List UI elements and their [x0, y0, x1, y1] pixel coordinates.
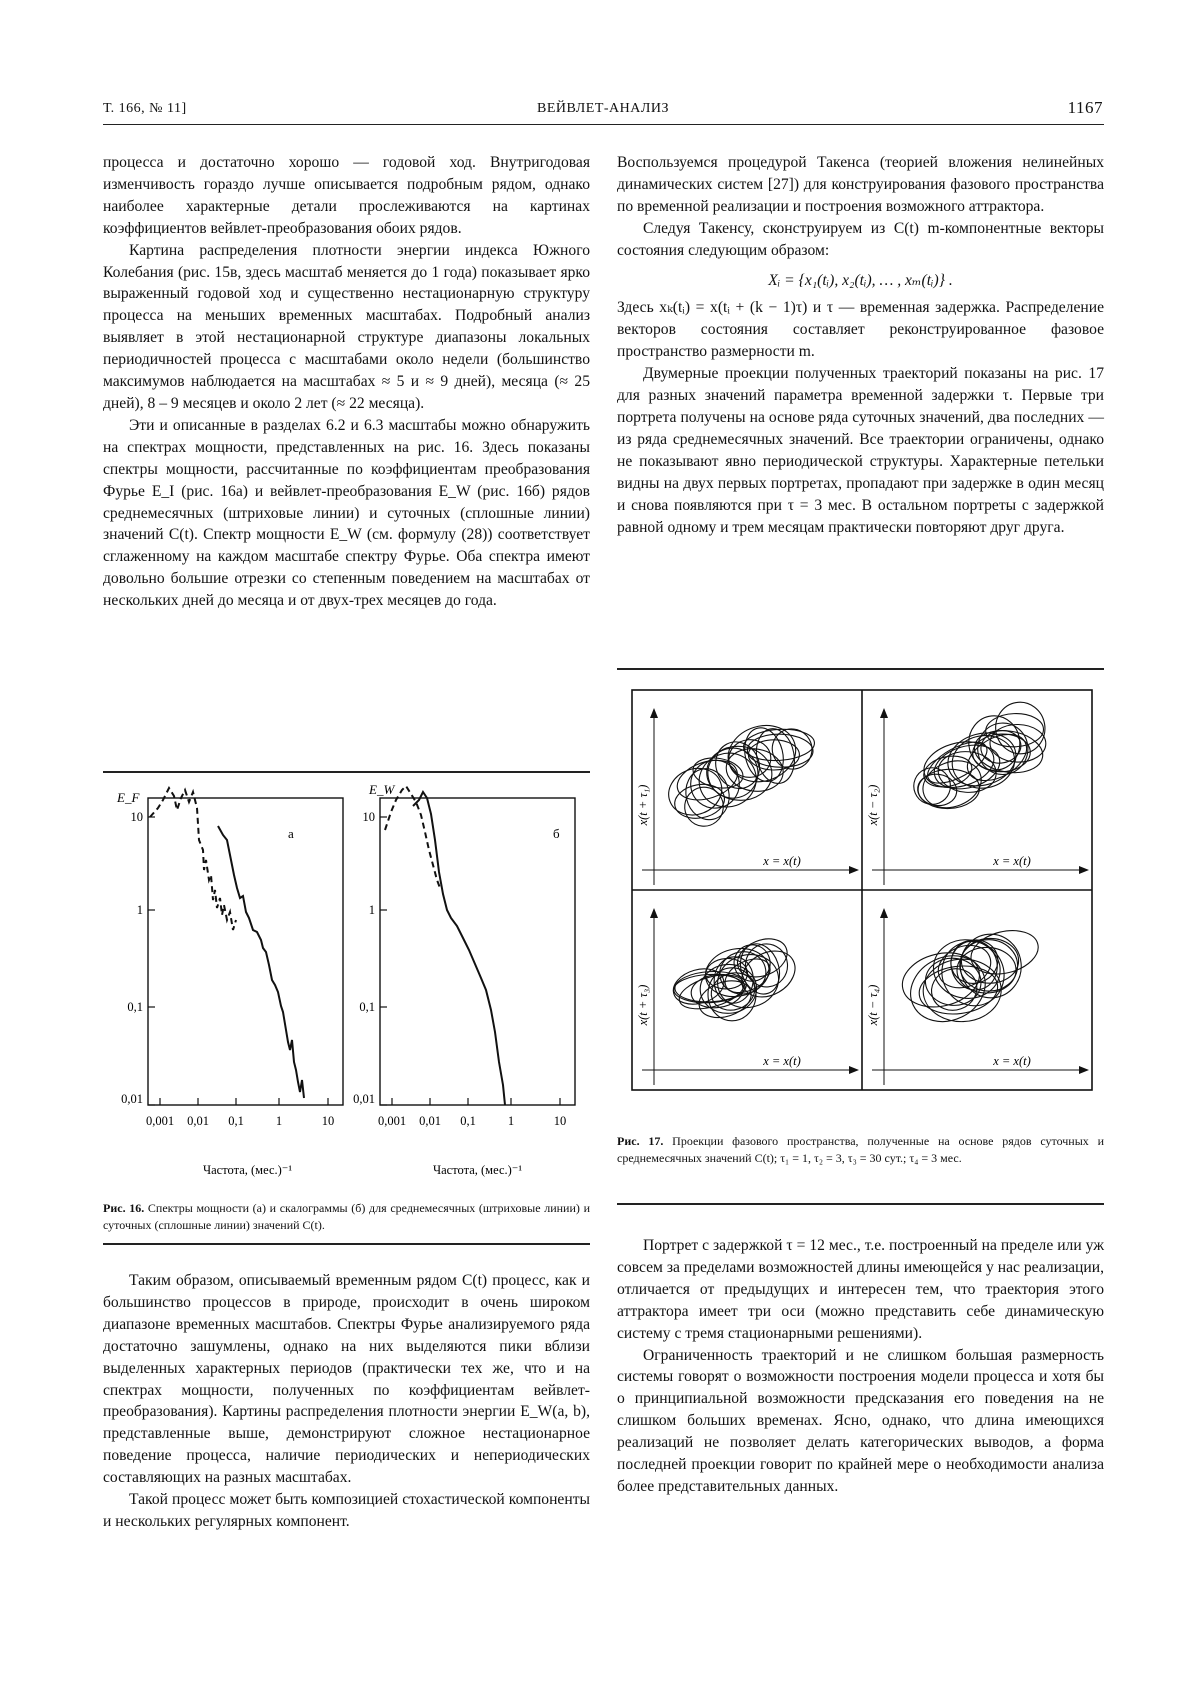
paragraph: Портрет с задержкой τ = 12 мес., т.е. построенный на пределе или уж совсем за пределами возможностей длины имеющейся у нас реализации, отличается от предыдущих и интересен тем, что траектория этого аттрактора имеет три оси (можно представить себе динамическую систему с тремя стационарными решениями).: [617, 1237, 1104, 1342]
paragraph: Такой процесс может быть композицией стохастической компоненты и нескольких регулярных компонент.: [103, 1491, 590, 1530]
plot-frame: [380, 798, 575, 1105]
x-tick-label: 0,01: [187, 1114, 209, 1128]
journal-volume: Т. 166, № 11]: [103, 101, 187, 116]
trajectory-loop: [704, 744, 774, 803]
trajectory-loop: [923, 956, 983, 1009]
right-column-bottom: [617, 1235, 1104, 1498]
header-rule: [103, 124, 1104, 125]
paragraph: Двумерные проекции полученных траекторий показаны на рис. 17 для разных значений параметра временной задержки τ. Первые три портрета получены на основе ряда суточных значений, два последних — из ряда среднемесячных значений. Все траектории ограничены, однако не показывают явно периодической структуры. Характерные петельки видны на двух первых портретах, пропадают при задержке в один месяц и снова появляются при τ = 3 мес. В остальном портреты с задержкой равной одному и трем месяцам практически повторяют друг друга.: [617, 365, 1104, 536]
series-daily-solid: [218, 826, 304, 1098]
paragraph: процесса и достаточно хорошо — годовой ход. Внутригодовая изменчивость гораздо лучше описывается подробным рядом, однако наиболее характерные детали прослеживаются на картинах коэффициентов вейвлет-преобразования обоих рядов.: [103, 154, 590, 237]
phase-portrait-panel: [866, 908, 1089, 1085]
running-header: [103, 98, 1103, 123]
x-axis-label: x = x(t): [763, 854, 801, 868]
y-tick-label: 1: [368, 903, 375, 917]
panel-tag: б: [553, 826, 560, 841]
x-axis-arrow: [1079, 1066, 1089, 1074]
figure-16-panel-a: [116, 788, 343, 1177]
phase-portrait-panel: [636, 908, 859, 1085]
left-column-top: [103, 152, 590, 612]
article-title: ВЕЙВЛЕТ-АНАЛИЗ: [536, 101, 669, 116]
x-axis-arrow: [849, 1066, 859, 1074]
trajectory-loop: [985, 712, 1044, 748]
x-axis-label: x = x(t): [993, 1054, 1031, 1068]
x-tick-label: 10: [321, 1114, 335, 1128]
page-number: 1167: [1067, 98, 1103, 117]
right-column-top: [617, 152, 1104, 538]
trajectory-loop: [743, 727, 816, 763]
y-axis-label: x(t + τ₁): [636, 784, 650, 826]
figure-16-panel-b: [353, 782, 575, 1177]
figure-rule: [103, 1243, 590, 1245]
y-tick-label: 0,1: [127, 1000, 143, 1014]
figure-17-caption: [617, 1133, 1104, 1167]
y-tick-label: 0,01: [121, 1092, 143, 1106]
y-axis-arrow: [650, 708, 658, 718]
y-axis-label: x(t − τ₄): [866, 984, 880, 1026]
trajectory-loop: [744, 942, 790, 989]
y-axis-label: x(t − τ₂): [866, 784, 880, 826]
y-axis-label: x(t + τ₃): [636, 984, 650, 1026]
trajectory-loop: [689, 972, 745, 1011]
figure-rule: [617, 1203, 1104, 1205]
paragraph: Картина распределения плотности энергии индекса Южного Колебания (рис. 15в, здесь масштаб меняется до 1 года) показывает ярко выраженный годовой ход и существенно нестационарную структуру процесса на меньших временных масштабах. Подробный анализ выявляет в этой нестационарной структуре диапазоны локальных периодичностей процесса с масштабами около недели (большинство максимумов наблюдается на масштабах ≈ 5 и ≈ 9 дней), месяца (≈ 25 дней), 8 – 9 месяцев и около 2 лет (≈ 22 месяца).: [103, 241, 590, 412]
x-axis-arrow: [1079, 866, 1089, 874]
y-tick-label: 10: [362, 810, 375, 824]
figure-17: [617, 680, 1104, 1100]
paragraph: Эти и описанные в разделах 6.2 и 6.3 масштабы можно обнаружить на спектрах мощности, представленных на рис. 16. Здесь показаны спектры мощности, рассчитанные по коэффициентам преобразования Фурье E_I (рис. 16а) и вейвлет-преобразования E_W (рис. 16б) рядов среднемесячных (штриховые линии) и суточных (сплошные линии) значений C(t). Спектр мощности E_W (см. формулу (28)) соответствует сглаженному на каждом масштабе спектру Фурье. Оба спектра имеют довольно большие отрезки со степенным поведением на масштабах от нескольких дней до месяца и от двух-трех месяцев до года.: [103, 416, 590, 610]
x-axis-arrow: [849, 866, 859, 874]
figure-16-caption: [103, 1200, 590, 1234]
figure-rule: [103, 771, 590, 773]
caption-label: Рис. 16.: [103, 1201, 145, 1215]
paragraph: Здесь xₖ(tᵢ) = x(tᵢ + (k − 1)τ) и τ — временная задержка. Распределение векторов состояния составляет реконструированное фазовое пространство размерности m.: [617, 299, 1104, 361]
x-axis-label: x = x(t): [993, 854, 1031, 868]
x-tick-label: 0,1: [228, 1114, 244, 1128]
y-axis-arrow: [880, 708, 888, 718]
y-tick-label: 1: [136, 903, 143, 917]
figure-16: [103, 780, 593, 1190]
phase-portrait-panel: [866, 699, 1089, 885]
series-monthly-dashed: [150, 788, 236, 930]
left-column-bottom: [103, 1270, 590, 1533]
plot-frame: [148, 798, 343, 1105]
trajectory-loop: [916, 772, 959, 808]
x-tick-label: 10: [553, 1114, 567, 1128]
x-tick-label: 0,001: [377, 1114, 407, 1128]
caption-text: Проекции фазового пространства, полученные на основе рядов суточных и среднемесячных значений C(t); τ₁ = 1, τ₂ = 3, τ₃ = 30 сут.; τ₄ = 3 мес.: [617, 1134, 1104, 1165]
x-axis-label: x = x(t): [763, 1054, 801, 1068]
state-vector-formula: Xᵢ = {x₁(tᵢ), x₂(tᵢ), … , xₘ(tᵢ)} .: [768, 271, 953, 289]
x-tick-label: 0,001: [145, 1114, 175, 1128]
panel-tag: а: [288, 826, 294, 841]
y-axis-label: E_F: [117, 790, 140, 805]
caption-label: Рис. 17.: [617, 1134, 664, 1148]
y-tick-label: 10: [130, 810, 143, 824]
y-tick-label: 0,01: [353, 1092, 375, 1106]
x-tick-label: 1: [275, 1114, 283, 1128]
caption-text: Спектры мощности (а) и скалограммы (б) для среднемесячных (штриховые линии) и суточных (сплошные линии) значений C(t).: [103, 1201, 590, 1232]
y-axis-arrow: [650, 908, 658, 918]
phase-portrait-panel: [636, 708, 859, 885]
x-tick-label: 0,1: [460, 1114, 476, 1128]
x-axis-label: Частота, (мес.)⁻¹: [433, 1163, 523, 1177]
x-tick-label: 1: [507, 1114, 515, 1128]
series-monthly-dashed: [385, 786, 440, 888]
paragraph: Следуя Такенсу, сконструируем из C(t) m-компонентные векторы состояния следующим образом:: [617, 219, 1104, 259]
y-axis-label: E_W: [369, 782, 395, 797]
paragraph: Ограниченность траекторий и не слишком большая размерность системы говорят о возможности построения модели процесса и хотя бы о принципиальной возможности предсказания его поведения на не слишком больших временах. Ясно, однако, что длина имеющихся реализаций не позволяет делать категорических выводов, а форма последней проекции говорит по крайней мере о необходимости анализа более представительных данных.: [617, 1346, 1104, 1495]
x-axis-label: Частота, (мес.)⁻¹: [203, 1163, 293, 1177]
figure-rule: [617, 668, 1104, 670]
y-axis-arrow: [880, 908, 888, 918]
series-daily-solid: [413, 792, 505, 1105]
paragraph: Воспользуемся процедурой Такенса (теорией вложения нелинейных динамических систем [27]) для конструирования фазового пространства по временной реализации и построения возможного аттрактора.: [617, 154, 1104, 215]
y-tick-label: 0,1: [359, 1000, 375, 1014]
x-tick-label: 0,01: [419, 1114, 441, 1128]
paragraph: Таким образом, описываемый временным рядом C(t) процесс, как и большинство процессов в природе, происходит в очень широком диапазоне временных масштабов. Спектры Фурье анализируемого ряда достаточно зашумлены, однако на них выделяются пики вблизи выделенных характерных периодов (практически тех же, что и на спектрах мощности, полученных по коэффициентам вейвлет-преобразования). Картины распределения плотности энергии E_W(a, b), представленные выше, демонстрируют сложное нестационарное поведение процесса, наличие периодических и непериодических составляющих на разных масштабах.: [103, 1272, 590, 1487]
